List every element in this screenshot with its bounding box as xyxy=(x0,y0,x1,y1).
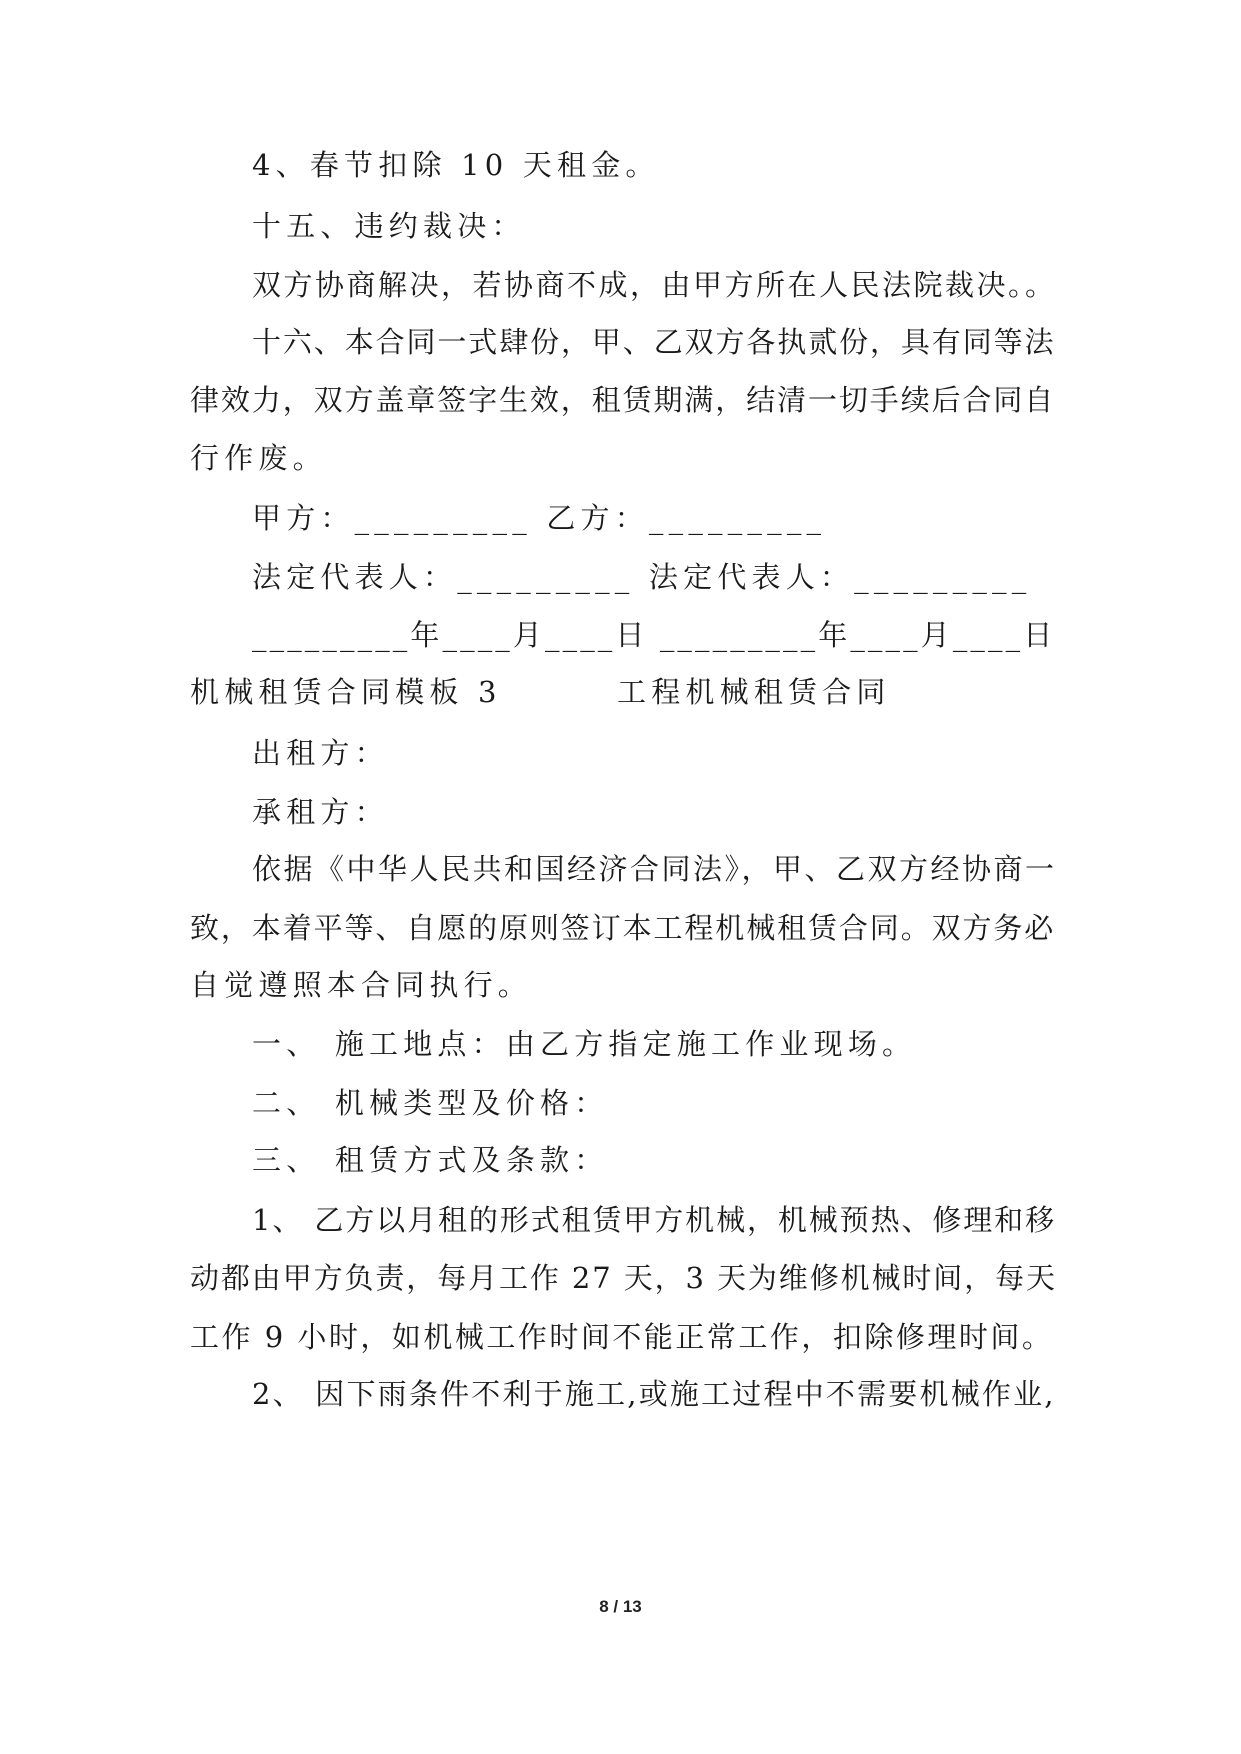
signature-date-line: _________年____月____日 _________年____月____日 xyxy=(252,618,1056,652)
template-3-title: 机械租赁合同模板 3 工程机械租赁合同 xyxy=(190,675,891,709)
section-2-machine-type: 二、 机械类型及价格： xyxy=(252,1086,609,1120)
section-16-text-line-3: 行作废。 xyxy=(190,441,327,475)
preamble-line-3: 自觉遵照本合同执行。 xyxy=(190,968,533,1002)
clause-4-spring-festival: 4、春节扣除 10 天租金。 xyxy=(252,148,660,182)
preamble-line-2: 致，本着平等、自愿的原则签订本工程机械租赁合同。双方务必 xyxy=(190,911,1056,945)
term-1-line-2: 动都由甲方负责，每月工作 27 天，3 天为维修机械时间，每天 xyxy=(190,1261,1057,1295)
lessor-label: 出租方： xyxy=(252,736,389,770)
section-15-text: 双方协商解决，若协商不成，由甲方所在人民法院裁决。。 xyxy=(252,268,1057,302)
section-16-text-line-2: 律效力，双方盖章签字生效，租赁期满，结清一切手续后合同自 xyxy=(190,383,1056,417)
section-1-construction-site: 一、 施工地点：由乙方指定施工作业现场。 xyxy=(252,1027,917,1061)
term-1-line-1: 1、 乙方以月租的形式租赁甲方机械，机械预热、修理和移 xyxy=(252,1203,1056,1237)
page-number: 8 / 13 xyxy=(599,1597,642,1616)
section-3-lease-terms: 三、 租赁方式及条款： xyxy=(252,1143,609,1177)
section-15-heading: 十五、违约裁决： xyxy=(252,209,526,243)
term-2-line-1: 2、 因下雨条件不利于施工,或施工过程中不需要机械作业, xyxy=(252,1377,1056,1411)
signature-representative-line: 法定代表人：_________ 法定代表人：_________ xyxy=(252,560,1032,594)
signature-party-line: 甲方：_________ 乙方：_________ xyxy=(252,501,827,535)
term-1-line-3: 工作 9 小时，如机械工作时间不能正常工作，扣除修理时间。 xyxy=(190,1320,1054,1354)
lessee-label: 承租方： xyxy=(252,795,389,829)
preamble-line-1: 依据《中华人民共和国经济合同法》，甲、乙双方经协商一 xyxy=(252,852,1057,886)
section-16-text-line-1: 十六、本合同一式肆份，甲、乙双方各执贰份，具有同等法 xyxy=(252,325,1056,359)
